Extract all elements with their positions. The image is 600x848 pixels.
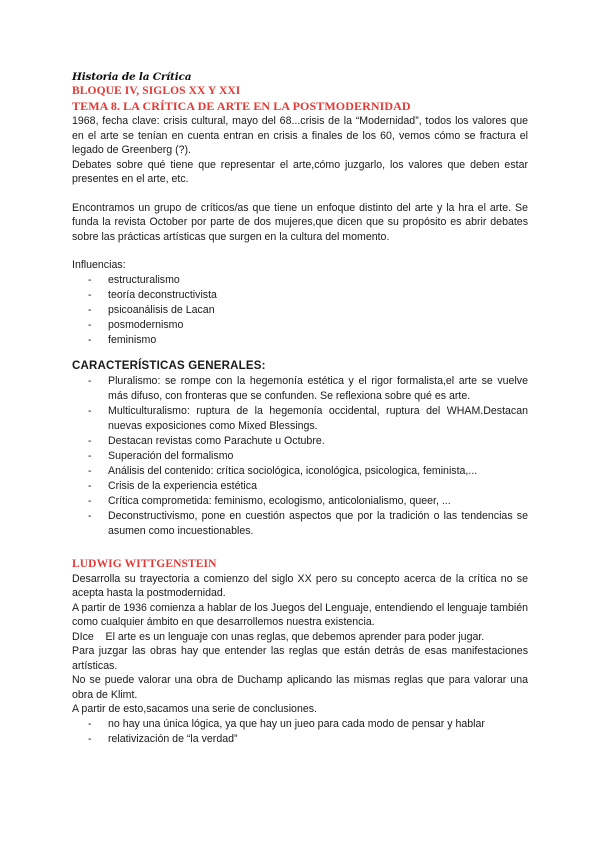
- list-item: - Pluralismo: se rompe con la hegemonía estética y el rigor formalista,el arte se vuelve más difuso, con fronteras que se confunden. Se reflexiona sobre qué es arte.: [88, 374, 528, 404]
- list-item: - estructuralismo: [88, 273, 528, 288]
- list-item: - Crítica comprometida: feminismo, ecologismo, anticolonialismo, queer, ...: [88, 494, 528, 509]
- intro-paragraph-1: 1968, fecha clave: crisis cultural, mayo del 68...crisis de la “Modernidad”, todos los valores que en el arte se tenían en cuenta entran en crisis a finales de los 60, vemos cómo se fractura el legado de Greenberg (?).: [72, 115, 528, 156]
- characteristics-list: [72, 374, 528, 539]
- list-item: - no hay una única lógica, ya que hay un jueo para cada modo de pensar y hablar: [88, 717, 528, 732]
- page-content: [72, 70, 528, 747]
- list-item: - posmodernismo: [88, 318, 528, 333]
- list-item: - Multiculturalismo: ruptura de la hegemonía occidental, ruptura del WHAM.Destacan nuevas exposiciones como Mixed Blessings.: [88, 404, 528, 434]
- list-item: - Superación del formalismo: [88, 449, 528, 464]
- list-item: - psicoanálisis de Lacan: [88, 303, 528, 318]
- list-item: - teoría deconstructivista: [88, 288, 528, 303]
- wittgenstein-paragraph-2: A partir de 1936 comienza a hablar de los Juegos del Lenguaje, entendiendo el lenguaje también como cualquier ámbito en que desarrollemos nuestra existencia.: [72, 601, 528, 628]
- spacer: [72, 348, 528, 358]
- block-heading: BLOQUE IV, SIGLOS XX Y XXI: [72, 85, 241, 97]
- characteristics-heading: CARACTERÍSTICAS GENERALES:: [72, 359, 266, 372]
- intro-paragraph-3: Encontramos un grupo de críticos/as que tiene un enfoque distinto del arte y la hra el arte. Se funda la revista October por parte de dos mujeres,que dicen que su propósito es abrir debates sobre las prácticas artísticas que surgen en la cultura del momento.: [72, 201, 528, 243]
- spacer: [72, 187, 528, 201]
- wittgenstein-paragraph-3: DIce El arte es un lenguaje con unas reglas, que debemos aprender para poder jugar.: [72, 630, 485, 643]
- document-title: Historia de la Crítica: [72, 71, 192, 83]
- list-item: - feminismo: [88, 333, 528, 348]
- spacer: [72, 244, 528, 258]
- list-item: - Crisis de la experiencia estética: [88, 479, 528, 494]
- wittgenstein-paragraph-6: A partir de esto,sacamos una serie de conclusiones.: [72, 703, 317, 715]
- influences-label: Influencias:: [72, 259, 126, 271]
- list-item: - relativización de “la verdad”: [88, 732, 528, 747]
- wittgenstein-paragraph-4: Para juzgar las obras hay que entender las reglas que están detrás de esas manifestaciones artísticas.: [72, 645, 528, 672]
- list-item: - Deconstructivismo, pone en cuestión aspectos que por la tradición o las tendencias se asumen como incuestionables.: [88, 509, 528, 539]
- conclusions-list: [72, 717, 528, 747]
- list-item: - Destacan revistas como Parachute u Octubre.: [88, 434, 528, 449]
- influences-list: [72, 273, 528, 348]
- spacer: [72, 539, 528, 557]
- wittgenstein-heading: LUDWIG WITTGENSTEIN: [72, 557, 217, 570]
- list-item: - Análisis del contenido: crítica sociológica, iconológica, psicologica, feminista,...: [88, 464, 528, 479]
- intro-paragraph-2: Debates sobre qué tiene que representar el arte,cómo juzgarlo, los valores que deben estar presentes en el arte, etc.: [72, 158, 528, 185]
- wittgenstein-paragraph-5: No se puede valorar una obra de Duchamp aplicando las mismas reglas que para valorar una obra de Klimt.: [72, 674, 528, 701]
- topic-heading: TEMA 8. LA CRÍTICA DE ARTE EN LA POSTMODERNIDAD: [72, 99, 411, 113]
- wittgenstein-paragraph-1: Desarrolla su trayectoria a comienzo del siglo XX pero su concepto acerca de la crítica no se acepta hasta la postmodernidad.: [72, 572, 528, 599]
